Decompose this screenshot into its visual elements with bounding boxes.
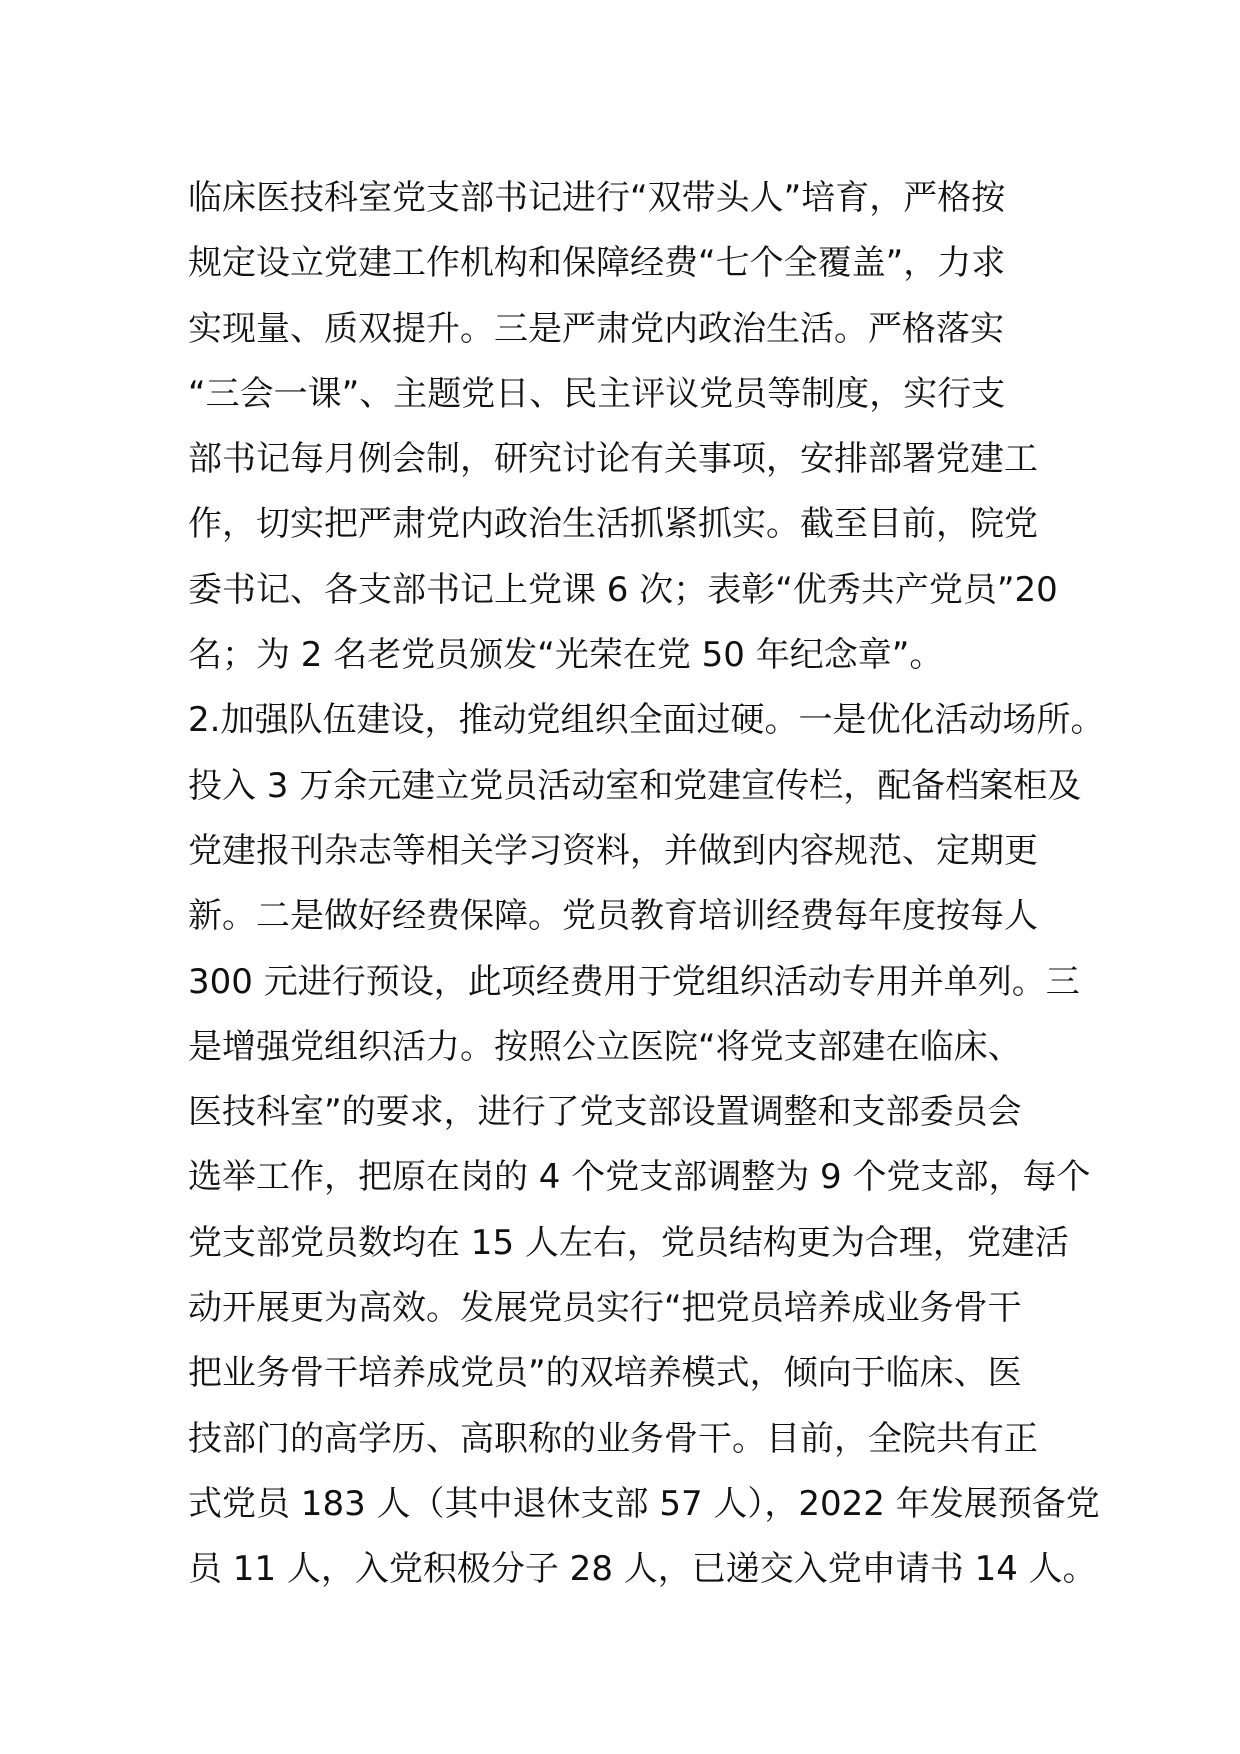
text-line: 规定设立党建工作机构和保障经费“七个全覆盖”，力求 [188, 243, 1006, 284]
text-line: 党支部党员数均在 15 人左右，党员结构更为合理，党建活 [188, 1222, 1069, 1263]
text-line: 技部门的高学历、高职称的业务骨干。目前，全院共有正 [188, 1418, 1038, 1459]
text-line: 实现量、质双提升。三是严肃党内政治生活。严格落实 [188, 308, 1004, 349]
text-line: 300 元进行预设，此项经费用于党组织活动专用并单列。三 [188, 961, 1080, 1002]
text-line: “三会一课”、主题党日、民主评议党员等制度，实行支 [188, 373, 1006, 414]
body-text [188, 166, 1105, 1603]
text-line: 把业务骨干培养成党员”的双培养模式，倾向于临床、医 [188, 1353, 1022, 1394]
text-line: 投入 3 万余元建立党员活动室和党建宣传栏，配备档案柜及 [188, 765, 1082, 806]
text-line: 选举工作，把原在岗的 4 个党支部调整为 9 个党支部，每个 [188, 1157, 1091, 1198]
text-line: 部书记每月例会制，研究讨论有关事项，安排部署党建工 [188, 439, 1038, 480]
text-line: 作，切实把严肃党内政治生活抓紧抓实。截至目前，院党 [188, 504, 1038, 545]
section-heading-line: 2.加强队伍建设，推动党组织全面过硬。一是优化活动场所。 [188, 700, 1105, 741]
text-line: 党建报刊杂志等相关学习资料，并做到内容规范、定期更 [188, 830, 1038, 871]
text-line: 是增强党组织活力。按照公立医院“将党支部建在临床、 [188, 1026, 1022, 1067]
text-line: 新。二是做好经费保障。党员教育培训经费每年度按每人 [188, 896, 1038, 937]
text-line: 员 11 人，入党积极分子 28 人，已递交入党申请书 14 人。 [188, 1549, 1097, 1590]
text-line: 临床医技科室党支部书记进行“双带头人”培育，严格按 [188, 178, 1006, 218]
text-line: 医技科室”的要求，进行了党支部设置调整和支部委员会 [188, 1092, 1022, 1133]
text-line: 委书记、各支部书记上党课 6 次；表彰“优秀共产党员”20 [188, 569, 1058, 610]
text-line: 动开展更为高效。发展党员实行“把党员培养成业务骨干 [188, 1288, 1022, 1329]
text-line: 式党员 183 人（其中退休支部 57 人），2022 年发展预备党 [188, 1483, 1100, 1524]
text-line: 名；为 2 名老党员颁发“光荣在党 50 年纪念章”。 [188, 635, 944, 676]
